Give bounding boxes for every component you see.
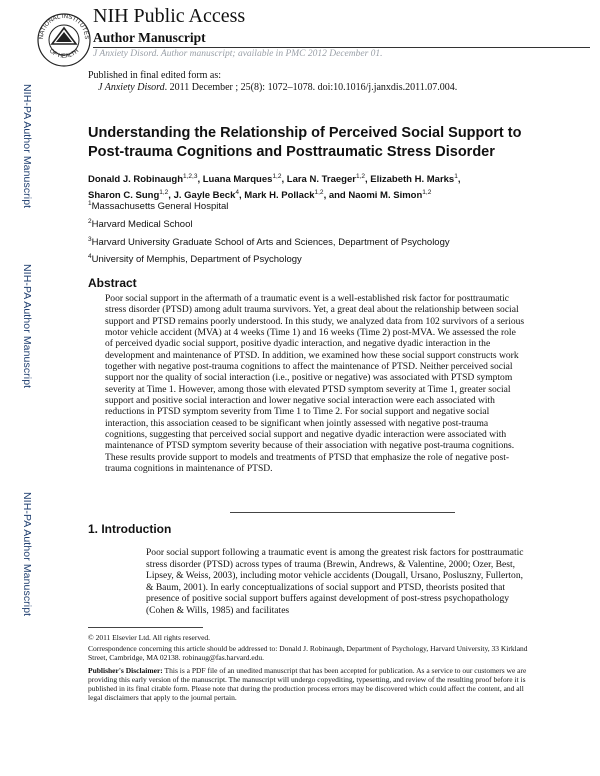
author: J. Gayle Beck$^4$, [173, 189, 245, 202]
author: Mark H. Pollack$^{1,2}$, and [244, 189, 349, 202]
side-label-bottom: NIH-PA Author Manuscript [21, 492, 33, 617]
affiliation: $^1$Massachusetts General Hospital [88, 200, 229, 213]
introduction-body: Poor social support following a traumatic event is among the greatest risk factors for posttraumatic stress disorder (PTSD) across types of trauma (Brewin, Andrews, & Valentine, 2000; Ozer, Best, Lipsey, & Weiss, 2003), including motor vehicle accidents (Dougall, Ursano, Posluszny, Fullerton, & Baum, 2001). In early conceptualizations of social support and PTSD, theorists posited that presence of positive social support buffers against development of post-stress psychopathology (Cohen & Wills, 1985) and facilitates [146, 547, 524, 616]
disclaimer-label: Publisher's Disclaimer: [88, 666, 163, 675]
affiliation: $^4$University of Memphis, Department of Psychology [88, 253, 302, 266]
publisher-disclaimer [88, 666, 528, 702]
disclaimer-text: This is a PDF file of an unedited manuscript that has been accepted for publication. As a service to our customers we are providing this early version of the manuscript. The manuscript will undergo copyediting, typesetting, and review of the resulting proof before it is published in its final citable form. Please note that during the production process errors may be discovered which could affect the content, and all legal disclaimers that apply to the journal pertain. [88, 666, 527, 702]
citation-journal: J Anxiety Disord [98, 82, 165, 93]
side-label-middle: NIH-PA Author Manuscript [21, 264, 33, 389]
author: Elizabeth H. Marks$^1$, [370, 173, 461, 186]
nih-public-access-title: NIH Public Access [93, 5, 246, 27]
citation-details: . 2011 December ; 25(8): 1072–1078. doi:10.1016/j.janxdis.2011.07.004. [164, 82, 458, 93]
citation [98, 82, 457, 93]
affiliation: $^3$Harvard University Graduate School of Arts and Sciences, Department of Psychology [88, 236, 450, 249]
author-list [88, 170, 488, 202]
author: Luana Marques$^{1,2}$, [202, 173, 287, 186]
author: Lara N. Traeger$^{1,2}$, [286, 173, 371, 186]
introduction-heading: 1. Introduction [88, 522, 172, 536]
author: Donald J. Robinaugh$^{1,2,3}$, [88, 173, 203, 186]
side-label-top: NIH-PA Author Manuscript [21, 84, 33, 209]
published-in-label: Published in final edited form as: [88, 70, 222, 81]
author-manuscript-label: Author Manuscript [93, 30, 206, 45]
abstract-body: Poor social support in the aftermath of a traumatic event is a well-established risk factor for posttraumatic stress disorder (PTSD) among adult trauma survivors. Yet, a great deal about the relationship between social support and PTSD remains poorly understood. In this study, we analyzed data from 102 survivors of a serious motor vehicle accident (MVA) at 4 weeks (Time 1) and 16 weeks (Time 2) post-MVA. We assessed the role of perceived dyadic social support, positive dyadic interaction, and negative dyadic interaction in the development and maintenance of PTSD. In addition, we examined how these social support constructs work together with negative post-trauma cognitions to affect the maintenance of PTSD. Neither perceived social support nor the quality of social interaction (i.e., positive or negative) was associated with PTSD symptom severity at Time 1. However, among those with elevated PTSD symptom severity at Time 1, greater social support and positive social interaction and lower negative social interaction were each associated with reductions in PTSD symptom severity from Time 1 to Time 2. For social support and negative social interaction, this association ceased to be significant when jointly assessed with negative post-trauma cognitions, suggesting that perceived social support and negative dyadic interaction were associated with maintenance of PTSD symptom severity because of their association with negative post-trauma cognitions. These results provide support to models and treatments of PTSD that emphasize the role of negative post-trauma cognitions in maintenance of PTSD. [105, 293, 525, 475]
header-rule [93, 47, 590, 48]
affiliation: $^2$Harvard Medical School [88, 218, 193, 231]
footnote-divider [88, 627, 203, 628]
article-title: Understanding the Relationship of Perceived Social Support to Post-trauma Cognitions and Posttraumatic Stress Disorder [88, 125, 522, 160]
logo-text-bottom: OF HEALTH [47, 48, 81, 60]
logo-text-top: NATIONAL INSTITUTES [38, 13, 90, 40]
author: Naomi M. Simon$^{1,2}$ [348, 189, 432, 202]
nih-seal-logo [36, 6, 92, 68]
journal-availability-line: J Anxiety Disord. Author manuscript; available in PMC 2012 December 01. [93, 49, 383, 59]
author: Sharon C. Sung$^{1,2}$, [88, 189, 174, 202]
abstract-divider [230, 512, 455, 513]
copyright-notice: © 2011 Elsevier Ltd. All rights reserved. [88, 633, 211, 642]
abstract-heading: Abstract [88, 276, 137, 290]
correspondence-note: Correspondence concerning this article should be addressed to: Donald J. Robinaugh, Department of Psychology, Harvard University, 33 Kirkland Street, Cambridge, MA 02138. robinaug@fas.harvard.edu. [88, 644, 528, 662]
svg-text:OF HEALTH [48, 48, 81, 60]
